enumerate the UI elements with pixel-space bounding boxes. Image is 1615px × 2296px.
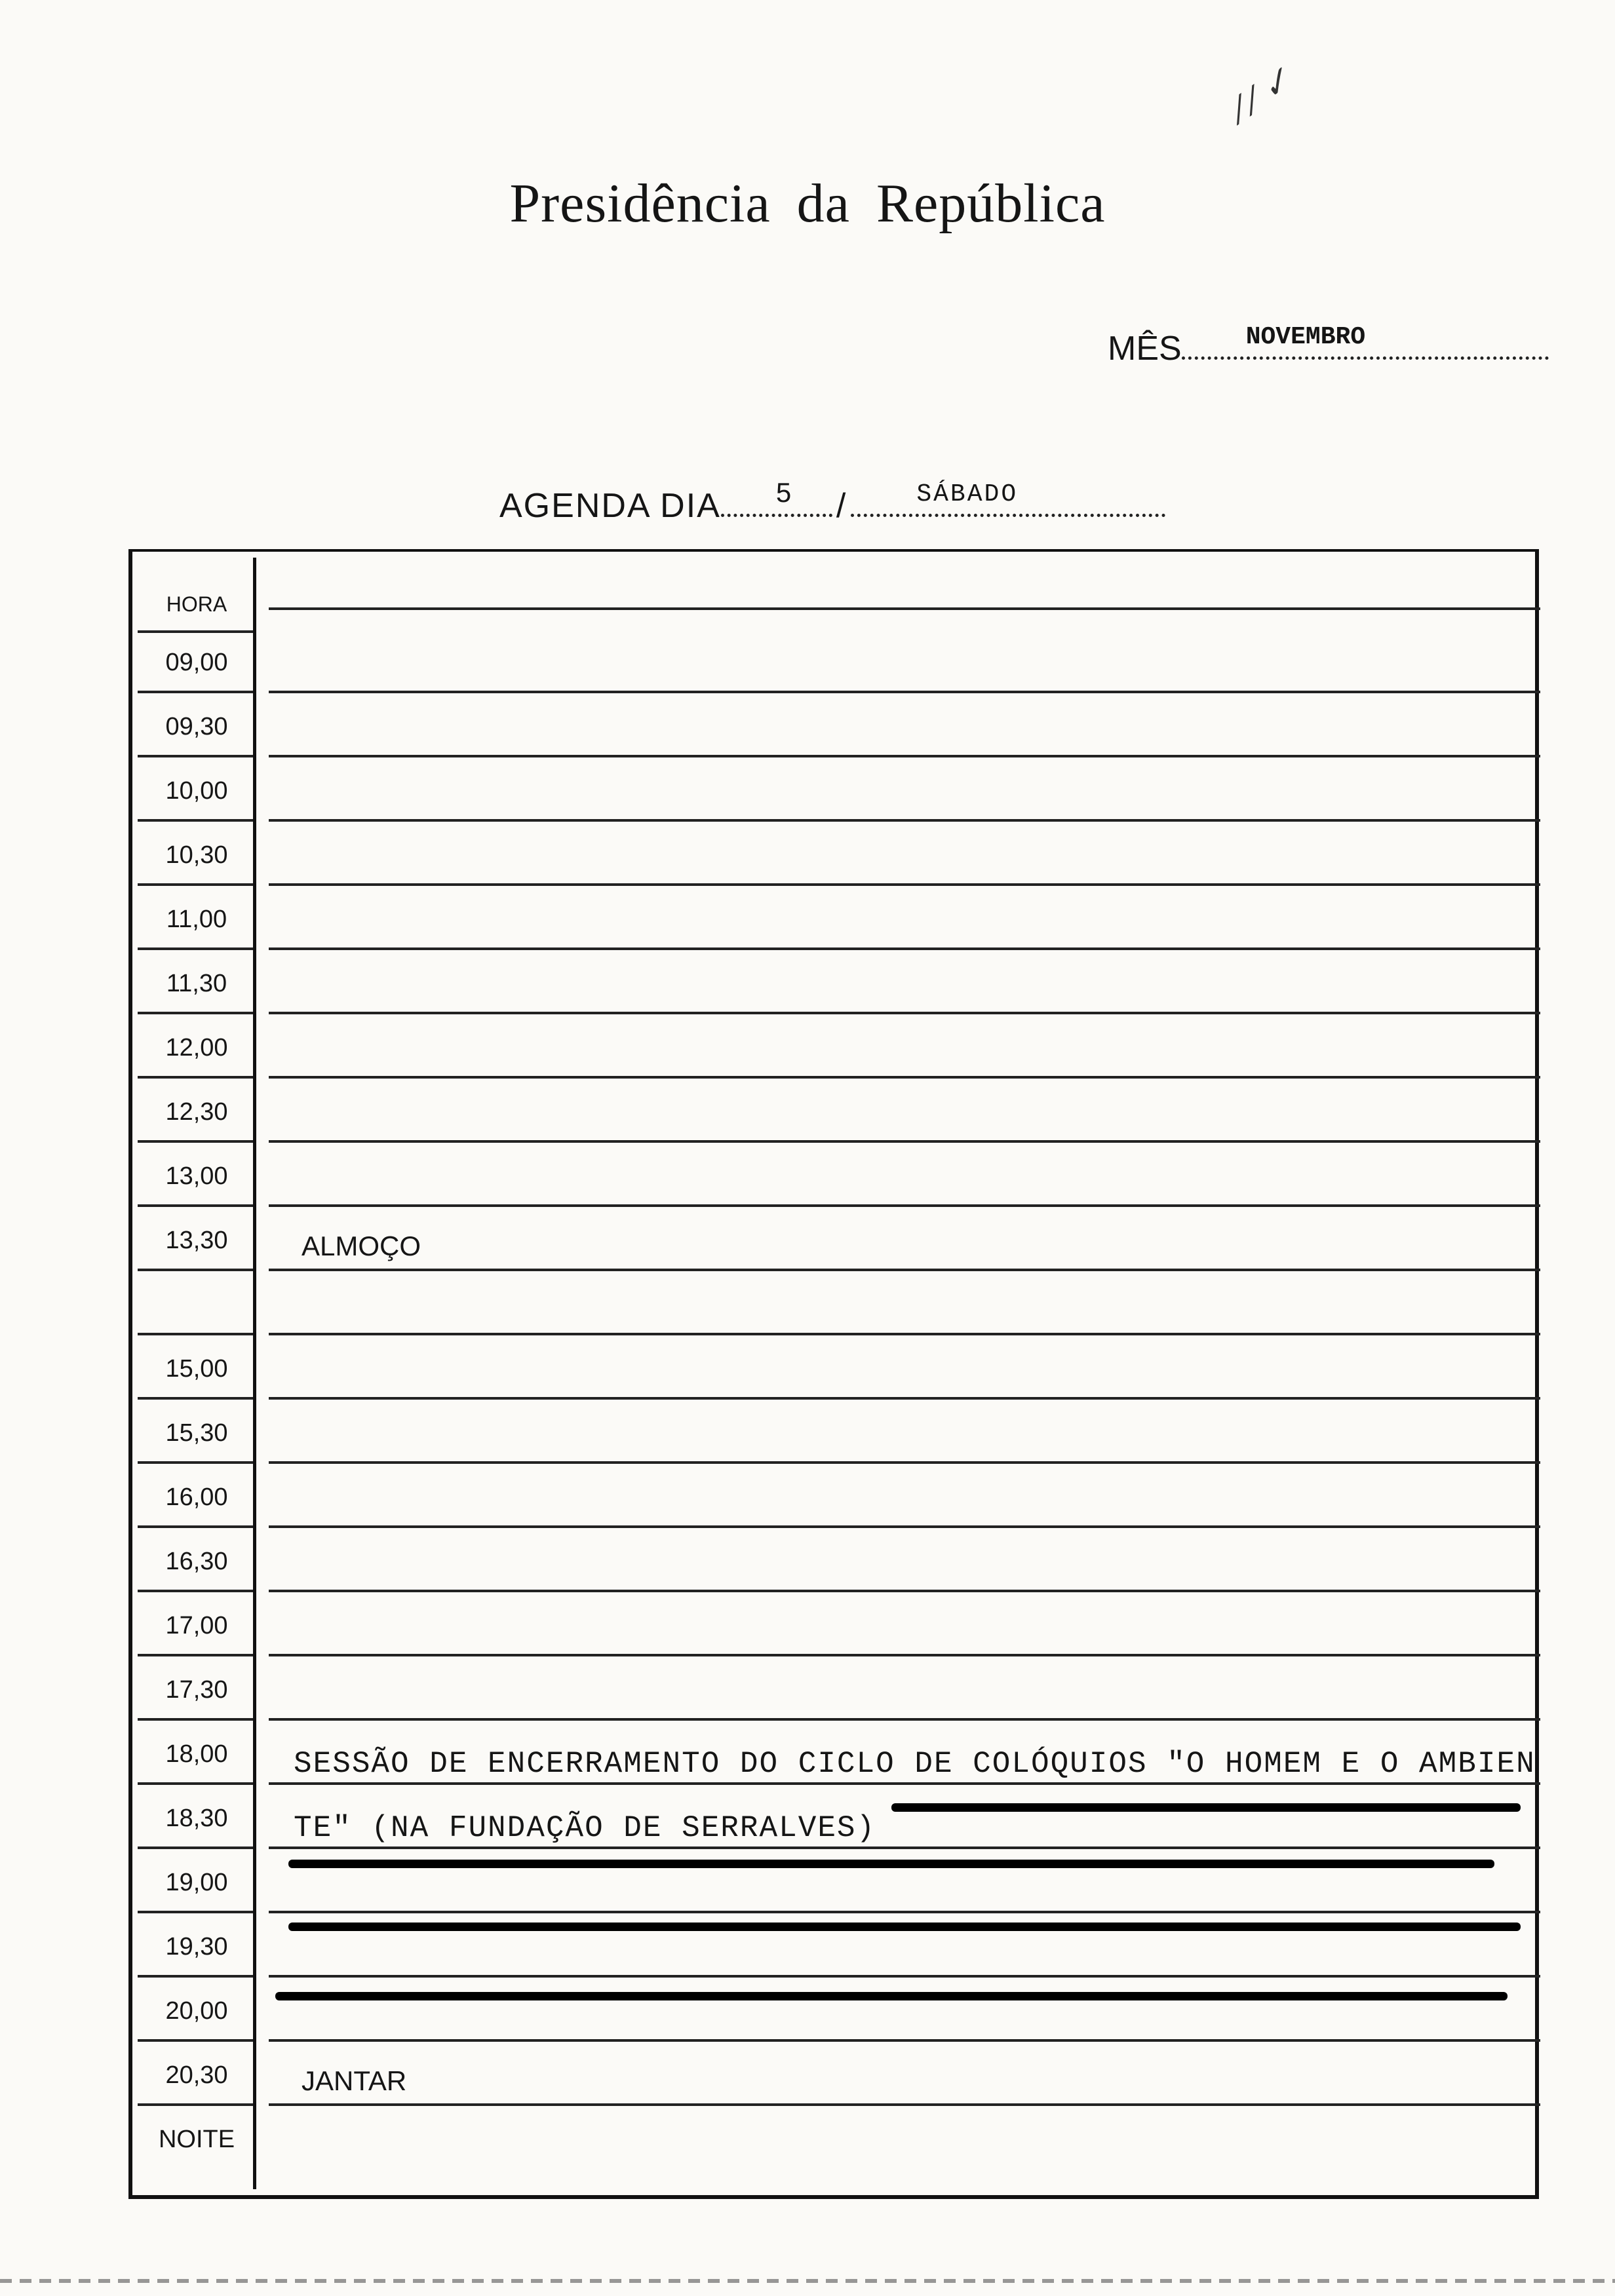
- title-word-3: República: [876, 173, 1106, 234]
- entry-cell: TE" (NA FUNDAÇÃO DE SERRALVES): [294, 1811, 876, 1845]
- table-row: [138, 822, 1540, 886]
- table-row: [138, 2042, 1540, 2106]
- redaction-bar: [275, 1992, 1508, 2000]
- time-cell: 11,00: [166, 906, 227, 933]
- time-cell: 13,30: [165, 1227, 228, 1254]
- table-row: [138, 629, 1540, 693]
- table-row: [138, 1335, 1540, 1400]
- redaction-bar: [891, 1803, 1521, 1812]
- time-cell: 12,00: [165, 1034, 228, 1062]
- time-cell: 11,30: [166, 970, 227, 997]
- month-dotted-line: [1182, 323, 1549, 360]
- month-value: NOVEMBRO: [1245, 323, 1366, 351]
- title-word-2: da: [796, 173, 850, 234]
- entry-cell: SESSÃO DE ENCERRAMENTO DO CICLO DE COLÓQUIOS "O HOMEM E O AMBIEN: [294, 1747, 1536, 1781]
- time-cell: 17,00: [165, 1612, 228, 1639]
- time-cell: 09,00: [165, 649, 228, 676]
- time-cell: 16,00: [165, 1483, 228, 1511]
- table-row: [138, 1849, 1540, 1913]
- time-cell: 16,30: [165, 1548, 228, 1575]
- redaction-bar: [288, 1860, 1494, 1868]
- time-cell: NOITE: [158, 2126, 235, 2153]
- handwritten-annotation: ⁄ ⁄ ✓: [1226, 59, 1300, 127]
- month-field: [1108, 323, 1549, 368]
- table-row: [138, 757, 1540, 822]
- title-word-1: Presidência: [509, 173, 771, 234]
- entry-cell: ALMOÇO: [302, 1231, 421, 1261]
- time-cell: 19,30: [165, 1933, 228, 1961]
- header-row: [138, 562, 1540, 626]
- agenda-day-field: [499, 477, 1165, 526]
- time-cell: 18,30: [165, 1805, 228, 1832]
- table-row: [138, 1721, 1540, 1785]
- hora-header: HORA: [166, 592, 227, 616]
- time-cell: 15,30: [165, 1419, 228, 1447]
- header-line: [269, 607, 1540, 610]
- table-row: [138, 1785, 1540, 1849]
- table-row: [138, 1656, 1540, 1721]
- time-cell: 13,00: [165, 1162, 228, 1190]
- weekday-dotted-line: [851, 480, 1165, 517]
- table-row: [138, 1014, 1540, 1079]
- time-cell: 19,00: [165, 1869, 228, 1896]
- time-cell: 15,00: [165, 1355, 228, 1383]
- entry-cell: JANTAR: [302, 2065, 407, 2096]
- time-cell: 20,00: [165, 1997, 228, 2025]
- day-value: 5: [775, 477, 793, 508]
- day-dotted-line: [721, 477, 832, 517]
- table-row: [138, 1464, 1540, 1528]
- time-cell: 10,30: [165, 841, 228, 869]
- table-row: [138, 1079, 1540, 1143]
- day-separator: /: [836, 487, 847, 525]
- month-label: MÊS: [1108, 330, 1182, 368]
- redaction-bar: [288, 1923, 1521, 1931]
- time-cell: 12,30: [165, 1098, 228, 1126]
- time-cell: 18,00: [165, 1740, 228, 1768]
- page-title: [0, 172, 1615, 235]
- time-cell: 17,30: [165, 1676, 228, 1704]
- time-cell: 09,30: [165, 713, 228, 740]
- table-row: [138, 1400, 1540, 1464]
- weekday-value: SÁBADO: [916, 480, 1019, 508]
- time-cell: 10,00: [165, 777, 228, 805]
- table-row: [138, 2106, 1540, 2170]
- table-row: [138, 1207, 1540, 1271]
- agenda-label: AGENDA DIA: [499, 487, 721, 525]
- scan-edge: [0, 2279, 1615, 2283]
- table-row: [138, 950, 1540, 1014]
- time-cell: 20,30: [165, 2061, 228, 2089]
- table-row: [138, 1271, 1540, 1335]
- table-row: [138, 886, 1540, 950]
- table-row: [138, 1978, 1540, 2042]
- table-row: [138, 693, 1540, 757]
- table-row: [138, 1592, 1540, 1656]
- table-row: [138, 1528, 1540, 1592]
- table-row: [138, 1143, 1540, 1207]
